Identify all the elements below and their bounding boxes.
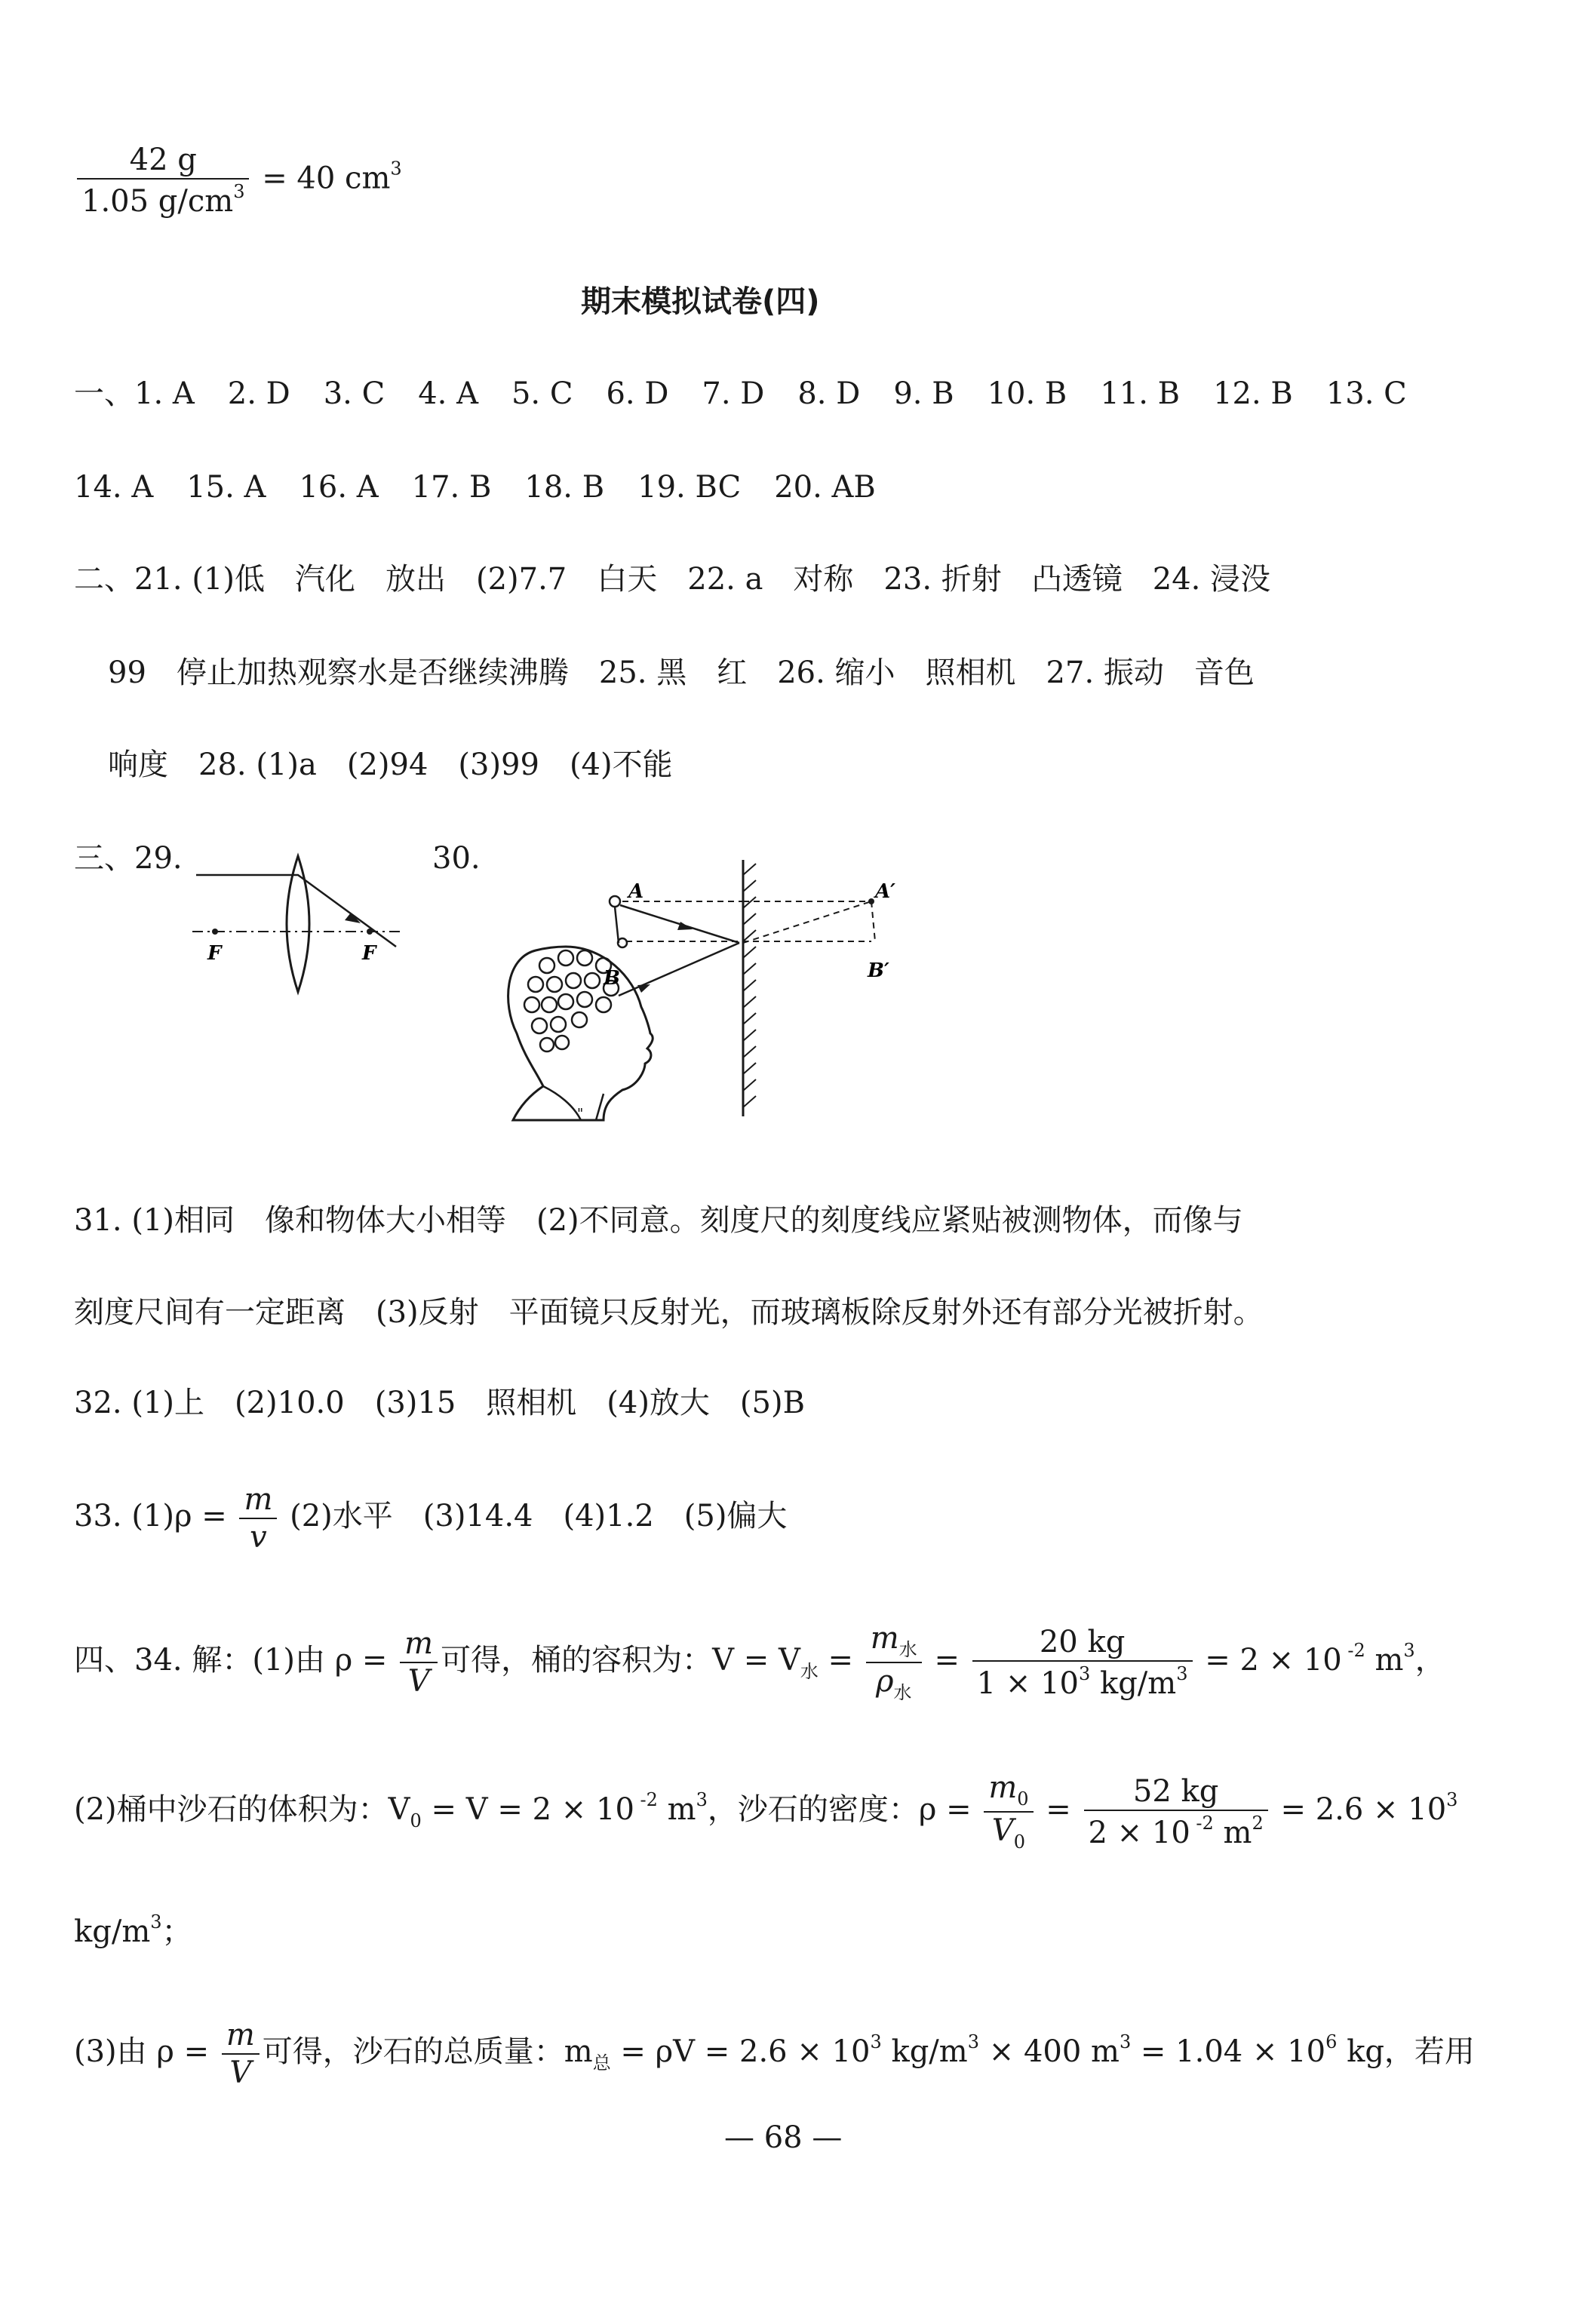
q34-part2: (2)桶中沙石的体积为：$V_0 = V = 2 \times 10$ $^{-2}$ $m^3$，沙石的密度：ρ = $\frac{m_0}{V_0}$ = $\frac{52 kg}{2 \times 10 ^{-2} m^2}$ = $2.6 \times 10^3$ xyxy=(74,1770,1458,1853)
svg-text:": " xyxy=(577,1106,584,1122)
convex-lens xyxy=(287,856,309,992)
q29-label: 三、29. xyxy=(74,841,183,876)
section2-line3: 响度 28. (1)a (2)94 (3)99 (4)不能 xyxy=(108,748,673,782)
q32-line: 32. (1)上 (2)10.0 (3)15 照相机 (4)放大 (5)B xyxy=(74,1386,805,1420)
fraction-result: = 40 cm xyxy=(262,161,391,196)
focus-label-right: F xyxy=(362,942,376,965)
q34-part3: (3)由 ρ = $\frac{m}{V}$ 可得，沙石的总质量：$m_总 = \rho V = 2.6 \times 10^3$ $kg/m^3 \times 400$ $m^3 = 1.04 \times 10^6$ kg，若用 xyxy=(74,2018,1475,2090)
section1-row2: 14. A 15. A 16. A 17. B 18. B 19. BC 20. AB xyxy=(74,470,876,505)
q31-line2: 刻度尺间有一定距离 (3)反射 平面镜只反射光，而玻璃板除反射外还有部分光被折射。 xyxy=(74,1295,1264,1330)
q34-part2b: $kg/m^3$； xyxy=(74,1911,192,1949)
section2-line2: 99 停止加热观察水是否继续沸腾 25. 黑 红 26. 缩小 照相机 27. 振动 音色 xyxy=(108,655,1255,690)
image-point-a xyxy=(868,898,874,904)
page-number: — 68 — xyxy=(724,2120,843,2155)
q34-part1: 四、34. 解：(1)由 ρ = $\frac{m}{V}$ 可得，桶的容积为：$V = V_水$ = $\frac{m_水}{\rho_水}$ = $\frac{20 kg}{1 \times 10^3 kg/m^3}$ = 2 × 10 $^{-2}$ $m^3$， xyxy=(74,1621,1445,1703)
focus-point-right xyxy=(367,929,373,935)
ray-arrow-in xyxy=(677,922,693,930)
light-rays xyxy=(619,905,739,996)
ornament-b xyxy=(618,938,627,947)
mirror-hatching xyxy=(743,864,756,1107)
ray-arrow-out xyxy=(637,984,650,993)
fraction-numerator: 42 g xyxy=(129,143,197,177)
hair-ornaments xyxy=(524,950,619,1051)
label-b: B xyxy=(604,967,620,990)
top-fraction-line: $\frac{42 g}{1.05 g/cm^3}$ = 40 $cm^3$ xyxy=(74,145,402,216)
person-head xyxy=(508,947,653,1120)
q33-line: 33. (1)ρ = $\frac{m}{v}$ (2)水平 (3)14.4 (4)1.2 (5)偏大 xyxy=(74,1482,788,1555)
focus-label-left: F xyxy=(207,942,222,965)
section1-row1: 一、1. A 2. D 3. C 4. A 5. C 6. D 7. D 8. D 9. B 10. B 11. B 12. B 13. C xyxy=(74,376,1407,411)
section2-line1: 二、21. (1)低 汽化 放出 (2)7.7 白天 22. a 对称 23. 折射 凸透镜 24. 浸没 xyxy=(74,562,1271,597)
focus-point-left xyxy=(212,929,218,935)
page-title: 期末模拟试卷(四) xyxy=(581,284,820,319)
label-a-image: A′ xyxy=(875,880,896,903)
figure-29-lens xyxy=(189,852,407,996)
q31-line1: 31. (1)相同 像和物体大小相等 (2)不同意。刻度尺的刻度线应紧贴被测物体，而像与 xyxy=(74,1203,1243,1238)
q30-label: 30. xyxy=(432,841,481,876)
ornament-top-a xyxy=(610,896,620,907)
label-b-image: B′ xyxy=(868,959,889,982)
figure-30-mirror xyxy=(490,845,958,1124)
fraction-denominator: 1.05 $g/cm^3$ xyxy=(77,178,249,216)
person-collar xyxy=(543,1086,604,1120)
light-ray xyxy=(196,875,396,947)
label-a: A xyxy=(628,880,644,903)
